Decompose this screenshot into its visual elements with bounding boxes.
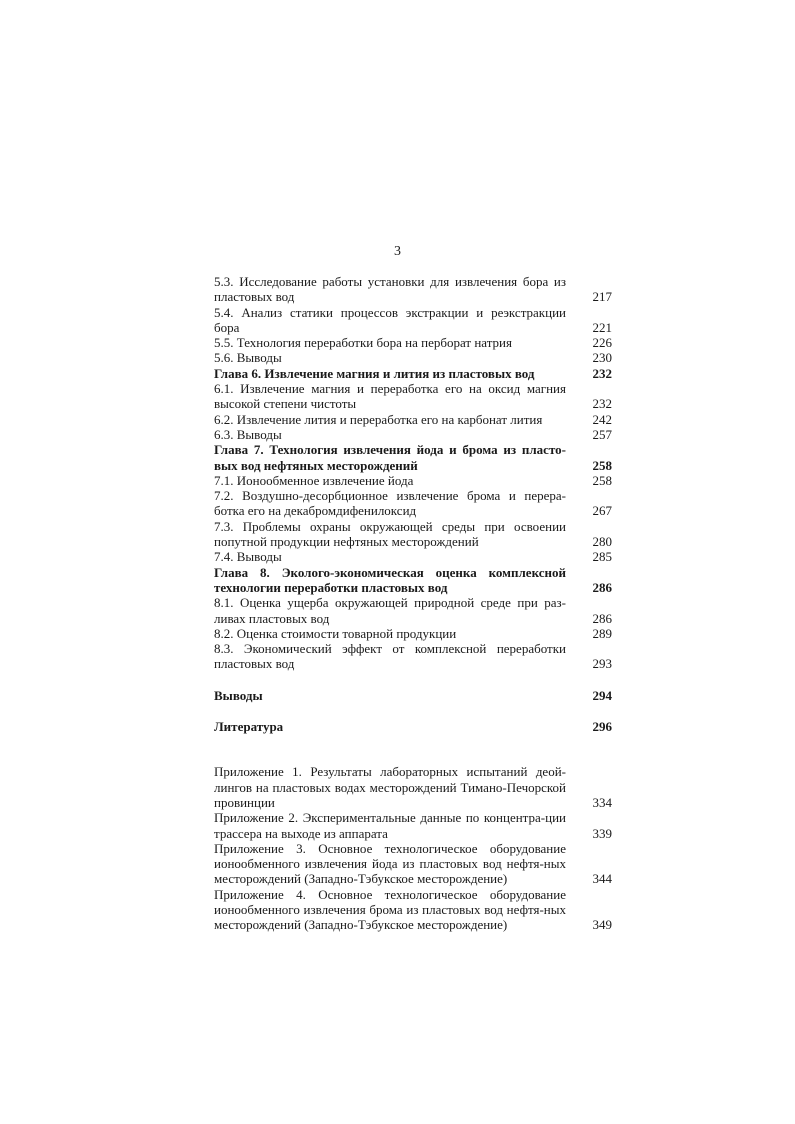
toc-entry-text: 5.3. Исследование работы установки для извлечения бора из пластовых вод [214,274,566,305]
table-of-contents [214,274,614,933]
toc-entry-text: Глава 7. Технология извлечения йода и брома из пласто-вых вод нефтяных месторождений [214,442,566,473]
spacer [214,703,614,719]
toc-entry-text: 6.1. Извлечение магния и переработка его на оксид магния высокой степени чистоты [214,381,566,412]
toc-entry-6-3 [214,427,614,442]
toc-literature [214,719,614,734]
toc-entry-7-3 [214,519,614,550]
toc-entry-page: 280 [592,534,612,550]
toc-entry-page: 226 [592,335,612,351]
toc-appendix-2 [214,810,614,841]
toc-entry-page: 217 [592,289,612,305]
toc-entry-page: 242 [592,411,612,427]
toc-appendix-3 [214,841,614,887]
toc-conclusions [214,688,614,703]
spacer [214,734,614,749]
toc-entry-page: 289 [592,625,612,641]
toc-entry-text: Глава 8. Эколого-экономическая оценка комплексной технологии переработки пластовых вод [214,564,566,595]
toc-entry-page: 221 [592,319,612,335]
toc-entry-6-1 [214,381,614,412]
toc-entry-8-2 [214,626,614,641]
toc-entry-page: 232 [592,365,612,381]
toc-entry-text: Приложение 2. Экспериментальные данные по концентра-ции трассера на выходе из аппарата [214,810,566,841]
toc-chapter-7 [214,442,614,473]
page-number: 3 [394,244,401,259]
toc-entry-7-2 [214,488,614,519]
toc-entry-text: 6.3. Выводы [214,426,282,442]
toc-chapter-8 [214,565,614,596]
toc-entry-page: 232 [592,396,612,412]
toc-entry-page: 339 [592,825,612,841]
toc-entry-7-4 [214,549,614,564]
toc-chapter-6 [214,366,614,381]
toc-entry-5-6 [214,350,614,365]
toc-appendices [214,764,614,932]
toc-entry-text: Глава 6. Извлечение магния и лития из пластовых вод [214,365,535,381]
toc-entry-page: 257 [592,426,612,442]
toc-appendix-1 [214,764,614,810]
toc-entry-page: 349 [592,917,612,933]
toc-entry-text: 8.2. Оценка стоимости товарной продукции [214,625,457,641]
toc-entry-text: 5.6. Выводы [214,350,282,366]
toc-entry-5-3 [214,274,614,305]
toc-entry-page: 344 [592,871,612,887]
toc-entry-text: Приложение 1. Результаты лабораторных испытаний деой-лингов на пластовых водах месторождений Тимано-Печорской провинции [214,764,566,810]
toc-entry-page: 286 [592,610,612,626]
toc-entry-page: 258 [592,457,612,473]
toc-entry-page: 285 [592,549,612,565]
toc-entry-text: 6.2. Извлечение лития и переработка его на карбонат лития [214,411,543,427]
spacer [214,749,614,764]
toc-entry-text: Литература [214,719,284,735]
toc-entry-page: 258 [592,472,612,488]
toc-entry-text: 7.1. Ионообменное извлечение йода [214,472,414,488]
toc-appendix-4 [214,887,614,933]
toc-entry-8-3 [214,641,614,672]
spacer [214,672,614,688]
toc-entry-6-2 [214,412,614,427]
toc-entry-text: 8.1. Оценка ущерба окружающей природной среде при раз-ливах пластовых вод [214,595,566,626]
toc-entry-text: Приложение 3. Основное технологическое оборудование ионообменного извлечения йода из пластовых вод нефтя-ных месторождений (Западно-Тэбукское месторождение) [214,840,566,887]
toc-entry-text: 7.2. Воздушно-десорбционное извлечение брома и перера-ботка его на декабромдифенилоксид [214,488,566,519]
toc-entry-text: 5.5. Технология переработки бора на перборат натрия [214,335,512,351]
toc-main-section [214,274,614,672]
toc-entry-text: 5.4. Анализ статики процессов экстракции и реэкстракции бора [214,304,566,335]
toc-entry-text: 7.3. Проблемы охраны окружающей среды при освоении попутной продукции нефтяных месторождений [214,518,566,550]
toc-entry-page: 293 [592,656,612,672]
toc-entry-8-1 [214,595,614,626]
toc-entry-page: 294 [592,687,612,703]
toc-entry-text: Приложение 4. Основное технологическое оборудование ионообменного извлечения брома из пластовых вод нефтя-ных месторождений (Западно-Тэбукское месторождение) [214,886,566,933]
toc-entry-text: 8.3. Экономический эффект от комплексной переработки пластовых вод [214,641,566,672]
toc-entry-page: 230 [592,350,612,366]
toc-entry-page: 286 [592,579,612,595]
toc-entry-page: 334 [592,794,612,810]
toc-entry-7-1 [214,473,614,488]
toc-entry-page: 267 [592,503,612,519]
toc-entry-text: Выводы [214,687,263,703]
toc-entry-5-4 [214,305,614,336]
toc-entry-page: 296 [592,719,612,735]
toc-entry-5-5 [214,335,614,350]
toc-entry-text: 7.4. Выводы [214,549,282,565]
